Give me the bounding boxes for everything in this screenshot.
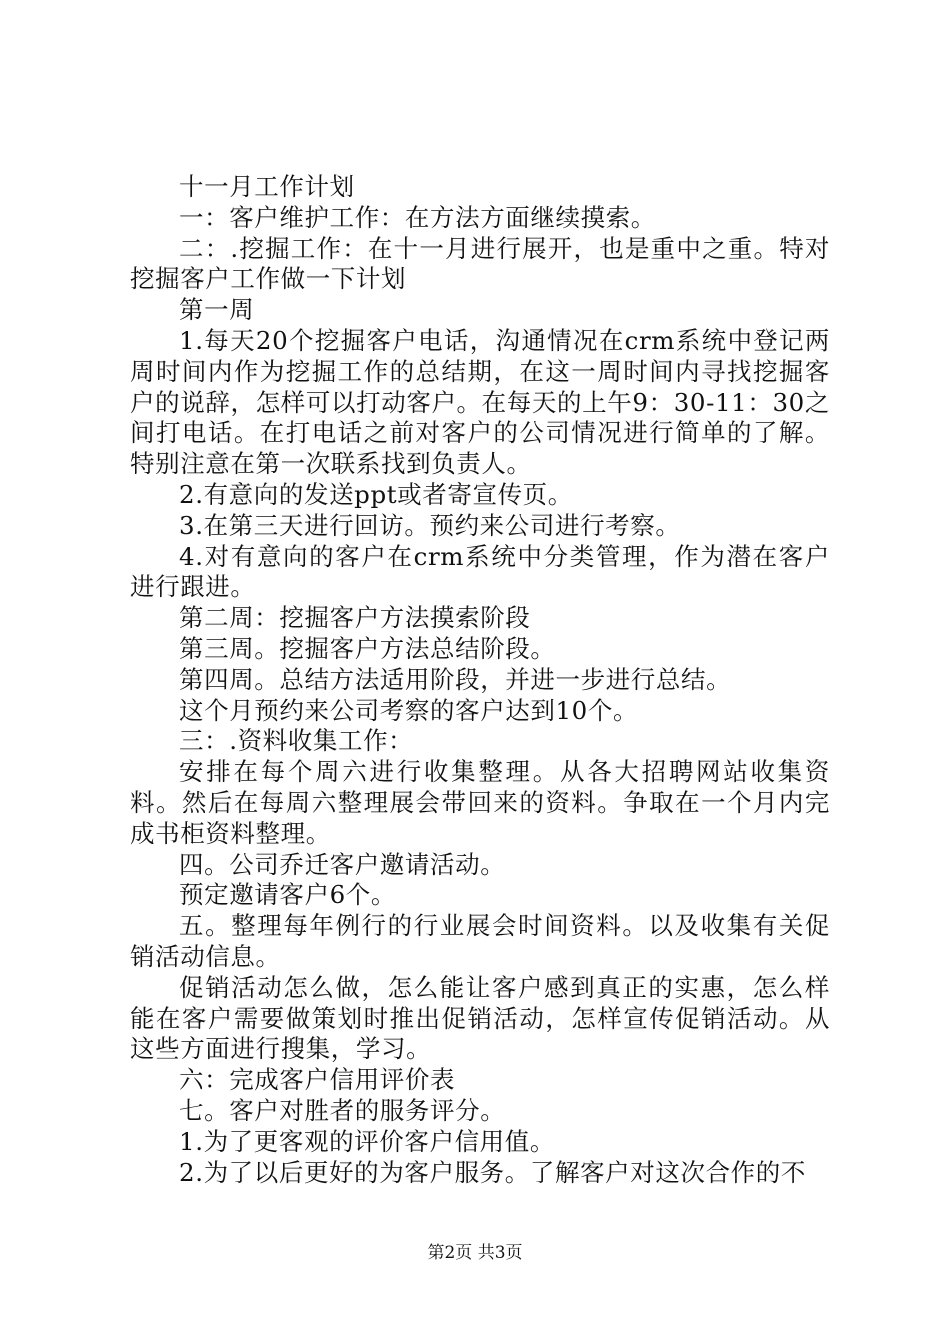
paragraph-week-2: 第二周：挖掘客户方法摸索阶段 <box>179 603 531 633</box>
paragraph-section-1: 一：客户维护工作：在方法方面继续摸索。 <box>179 202 656 232</box>
paragraph-item-4: 4.对有意向的客户在crm系统中分类管理，作为潜在客户进行跟进。 <box>130 541 830 602</box>
paragraph-item-1: 1.每天20个挖掘客户电话，沟通情况在crm系统中登记两周时间内作为挖掘工作的总结期，在这一周时间内寻找挖掘客户的说辞，怎样可以打动客户。在每天的上午9：30-11：30之间打电话。在打电话之前对客户的公司情况进行简单的了解。特别注意在第一次联系找到负责人。 <box>130 325 830 479</box>
paragraph-section-7: 七。客户对胜者的服务评分。 <box>179 1095 506 1125</box>
paragraph-item-3: 3.在第三天进行回访。预约来公司进行考察。 <box>179 510 681 540</box>
paragraph-section-7-item-2: 2.为了以后更好的为客户服务。了解客户对这次合作的不 <box>179 1157 806 1187</box>
paragraph-section-5: 五。整理每年例行的行业展会时间资料。以及收集有关促销活动信息。 <box>130 911 830 971</box>
paragraph-section-3: 三：.资料收集工作： <box>179 726 414 756</box>
paragraph-week-1: 第一周 <box>179 295 255 325</box>
paragraph-section-6: 六：完成客户信用评价表 <box>179 1065 456 1095</box>
paragraph-section-4-detail: 预定邀请客户6个。 <box>179 880 396 910</box>
paragraph-week-3: 第三周。挖掘客户方法总结阶段。 <box>179 633 556 663</box>
paragraph-section-7-item-1: 1.为了更客观的评价客户信用值。 <box>179 1126 555 1156</box>
document-body <box>130 172 830 1188</box>
paragraph-item-2: 2.有意向的发送ppt或者寄宣传页。 <box>179 479 573 509</box>
paragraph-section-5-detail: 促销活动怎么做，怎么能让客户感到真正的实惠，怎么样能在客户需要做策划时推出促销活动，怎样宣传促销活动。从这些方面进行搜集，学习。 <box>130 972 830 1064</box>
doc-title: 十一月工作计划 <box>179 172 355 201</box>
paragraph-section-2: 二：.挖掘工作：在十一月进行展开，也是重中之重。特对挖掘客户工作做一下计划 <box>130 233 830 294</box>
paragraph-section-3-detail: 安排在每个周六进行收集整理。从各大招聘网站收集资料。然后在每周六整理展会带回来的资料。争取在一个月内完成书柜资料整理。 <box>130 757 830 848</box>
paragraph-section-4: 四。公司乔迁客户邀请活动。 <box>179 849 506 879</box>
paragraph-week-4: 第四周。总结方法适用阶段，并进一步进行总结。 <box>179 664 732 694</box>
paragraph-monthly-goal: 这个月预约来公司考察的客户达到10个。 <box>179 695 639 725</box>
page-number-footer: 第2页 共3页 <box>427 1243 523 1263</box>
